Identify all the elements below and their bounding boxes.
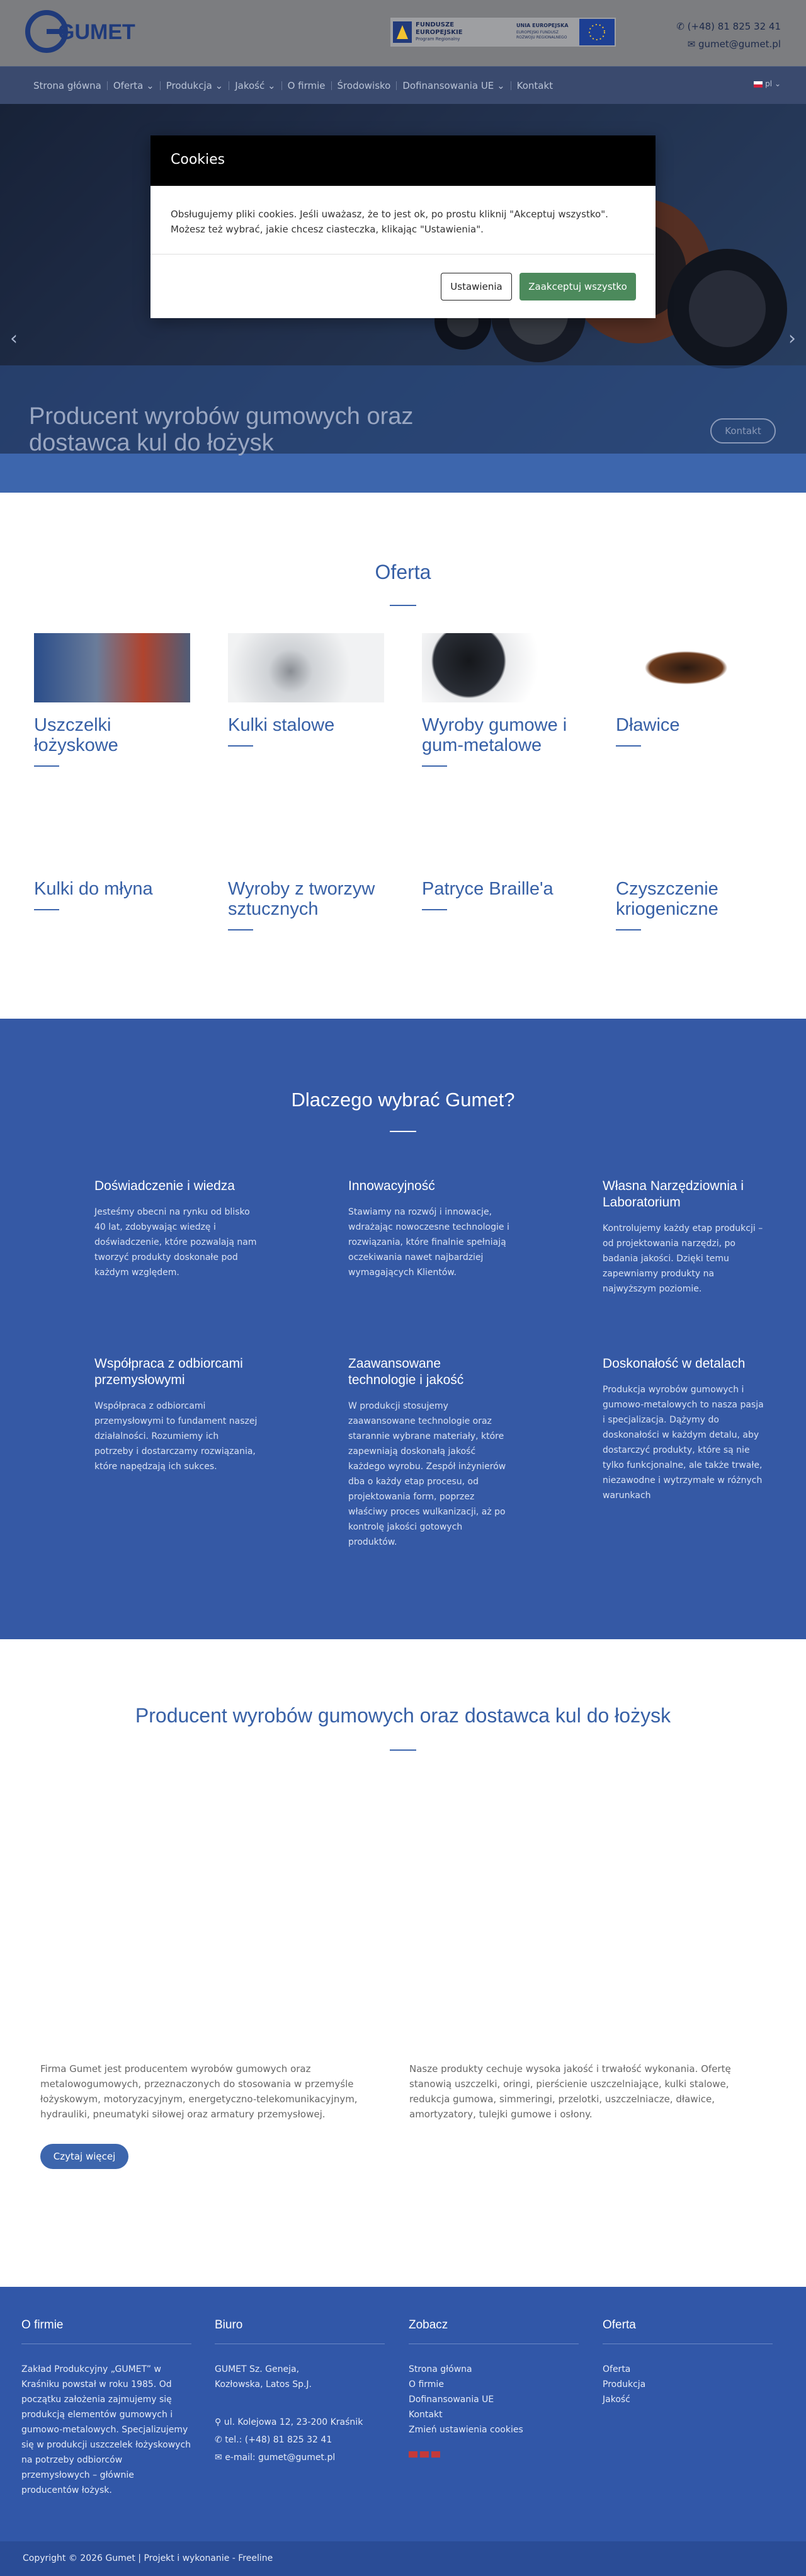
why-section-title: Dlaczego wybrać Gumet?: [291, 1089, 515, 1111]
footer-about: [21, 2318, 191, 2498]
producer-text-left: Firma Gumet jest producentem wyrobów gumowych oraz metalowogumowych, przeznaczonych do stosowania w przemyśle łożyskowym, motoryzacyjnym, energetyczno-telekomunikacyjnym, hydrauliki, pneumatyki siłowej oraz armatury przemysłowej.: [40, 2063, 358, 2120]
nav-item-about[interactable]: O firmie: [282, 81, 332, 90]
producer-section-title: Producent wyrobów gumowych oraz dostawca kul do łożysk: [135, 1704, 671, 1727]
nav-item-offer[interactable]: Oferta ⌄: [108, 81, 161, 90]
offer-image: [34, 633, 190, 702]
footer-office-title: Biuro: [215, 2318, 243, 2332]
why-item: [603, 1356, 766, 1503]
footer-link-offer[interactable]: Oferta: [603, 2364, 631, 2374]
offer-title: Wyroby gumowe i gum-metalowe: [422, 715, 567, 755]
why-item-title: Własna Narzędziownia i Laboratorium: [603, 1179, 744, 1210]
offer-card[interactable]: [228, 879, 384, 930]
footer-link-eu-funding[interactable]: Dofinansowania UE: [409, 2395, 494, 2405]
offer-image: [228, 633, 384, 702]
why-item-text: Współpraca z odbiorcami przemysłowymi to fundament naszej działalności. Rozumiemy ich potrzeby i dostarczamy rozwiązania, które napędzają ich sukces.: [94, 1401, 258, 1472]
location-pin-icon: ⚲: [215, 2417, 224, 2427]
nav-item-home[interactable]: Strona główna: [28, 81, 108, 90]
nav-item-quality[interactable]: Jakość ⌄: [229, 81, 281, 90]
top-phone[interactable]: ✆ (+48) 81 825 32 41: [676, 21, 781, 32]
offer-section-title: Oferta: [375, 561, 431, 583]
footer-link-cookie-settings[interactable]: Zmień ustawienia cookies: [409, 2425, 523, 2435]
offer-card[interactable]: [228, 633, 384, 747]
offer-title: Kulki do młyna: [34, 879, 153, 899]
svg-text:GUMET: GUMET: [58, 20, 135, 44]
why-item-text: Kontrolujemy każdy etap produkcji – od projektowania narzędzi, po badania jakości. Dzięki temu zapewniamy produkty na najwyższym poziomie.: [603, 1223, 763, 1294]
hero-contact-button[interactable]: Kontakt: [710, 418, 776, 444]
offer-card[interactable]: [616, 633, 772, 747]
why-item: [94, 1178, 258, 1280]
why-item-text: Stawiamy na rozwój i innowacje, wdrażając nowoczesne technologie i rozwiązania, które finalnie spełniają oczekiwania nawet najbardziej wymagających Klientów.: [348, 1207, 509, 1278]
poland-flag-icon: [754, 81, 763, 88]
footer-link-quality[interactable]: Jakość: [603, 2395, 630, 2405]
top-contact: [661, 18, 781, 53]
footer-link-home[interactable]: Strona główna: [409, 2364, 472, 2374]
divider: [228, 929, 253, 930]
footer-phone[interactable]: ✆ tel.: (+48) 81 825 32 41: [215, 2435, 332, 2445]
nav-item-environment[interactable]: Środowisko: [332, 81, 397, 90]
cookie-settings-button[interactable]: Ustawienia: [441, 273, 512, 301]
offer-card[interactable]: [34, 633, 190, 767]
chevron-down-icon: ⌄: [146, 80, 154, 91]
divider: [228, 745, 253, 747]
language-switcher[interactable]: pl ⌄: [754, 79, 781, 88]
chevron-down-icon: ⌄: [497, 80, 505, 91]
why-item: [348, 1356, 512, 1550]
footer-link-about[interactable]: O firmie: [409, 2379, 444, 2390]
offer-card[interactable]: [422, 879, 578, 910]
gumet-logo[interactable]: [25, 9, 141, 54]
top-header: [0, 0, 806, 66]
offer-title: Patryce Braille'a: [422, 879, 553, 899]
offer-title: Wyroby z tworzyw sztucznych: [228, 879, 375, 919]
offer-card[interactable]: [616, 879, 772, 930]
why-item-title: Współpraca z odbiorcami przemysłowymi: [94, 1356, 243, 1387]
slider-prev-icon[interactable]: ‹: [10, 328, 18, 350]
why-item: [603, 1178, 766, 1297]
top-email[interactable]: ✉ gumet@gumet.pl: [687, 38, 781, 50]
hero-title: Producent wyrobów gumowych oraz dostawca kul do łożysk: [29, 403, 414, 456]
footer-offer-title: Oferta: [603, 2318, 636, 2332]
eu-funding-logos: [390, 18, 616, 47]
nav-item-production[interactable]: Produkcja ⌄: [161, 81, 229, 90]
logo-icon: [420, 2451, 429, 2458]
divider: [390, 605, 416, 606]
footer-office: [215, 2318, 385, 2465]
phone-icon: ✆: [215, 2435, 225, 2445]
why-item-text: Produkcja wyrobów gumowych i gumowo-metalowych to nasza pasja i specjalizacja. Dążymy do doskonałości w każdym detalu, aby dostarczyć produkty, które są nie tylko funkcjonalne, ale także trwałe, niezawodne i wytrzymałe w różnych warunkach: [603, 1385, 764, 1501]
nav-item-contact[interactable]: Kontakt: [516, 80, 553, 91]
chevron-down-icon: ⌄: [215, 80, 224, 91]
offer-title: Kulki stalowe: [228, 715, 335, 735]
why-item-title: Innowacyjność: [348, 1179, 435, 1193]
footer-link-production[interactable]: Produkcja: [603, 2379, 646, 2390]
why-item: [348, 1178, 512, 1280]
divider: [34, 765, 59, 767]
why-item: [94, 1356, 258, 1474]
offer-card[interactable]: [34, 879, 190, 910]
divider: [390, 1131, 416, 1132]
why-item-title: Doskonałość w detalach: [603, 1356, 746, 1371]
eu-union-sub: EUROPEJSKI FUNDUSZ ROZWOJU REGIONALNEGO: [516, 30, 567, 40]
logo-icon: [409, 2451, 417, 2458]
offer-title: Dławice: [616, 715, 680, 735]
offer-title: Czyszczenie kriogeniczne: [616, 879, 718, 919]
footer-about-text: Zakład Produkcyjny „GUMET” w Kraśniku powstał w roku 1985. Od początku założenia zajmujemy się produkcją elementów gumowych i gumowo-metalowych. Specjalizujemy się w produkcji uszczelek łożyskowych na potrzeby odbiorców przemysłowych – głównie producentów łożysk.: [21, 2364, 191, 2495]
footer-small-logos: [409, 2451, 579, 2458]
cookie-message: Obsługujemy pliki cookies. Jeśli uważasz, że to jest ok, po prostu kliknij "Akceptuj wszystko". Możesz też wybrać, jakie chcesz ciasteczka, klikając "Ustawienia".: [171, 209, 608, 235]
nav-item-eu-funding[interactable]: Dofinansowania UE ⌄: [397, 81, 511, 90]
eu-union-label: UNIA EUROPEJSKA: [516, 23, 569, 28]
offer-image: [422, 633, 578, 702]
footer-offer: [603, 2318, 773, 2407]
offer-card[interactable]: [422, 633, 578, 767]
divider: [150, 254, 656, 255]
footer-email[interactable]: ✉ e-mail: gumet@gumet.pl: [215, 2453, 336, 2463]
offer-image: [616, 633, 772, 702]
divider: [422, 765, 447, 767]
read-more-button[interactable]: Czytaj więcej: [40, 2144, 128, 2169]
footer-link-contact[interactable]: Kontakt: [409, 2410, 443, 2420]
divider: [390, 1749, 416, 1751]
divider: [422, 909, 447, 910]
envelope-icon: ✉: [687, 38, 699, 50]
why-item-title: Doświadczenie i wiedza: [94, 1179, 235, 1193]
chevron-down-icon: ⌄: [268, 80, 276, 91]
eu-funds-icon: [392, 20, 413, 44]
divider: [616, 929, 641, 930]
divider: [34, 909, 59, 910]
envelope-icon: ✉: [215, 2453, 225, 2463]
cookie-modal: [150, 135, 656, 318]
why-item-text: W produkcji stosujemy zaawansowane technologie oraz starannie wybrane materiały, które zapewniają doskonałą jakość każdego wyrobu. Zespół inżynierów dba o każdy etap procesu, od projektowania form, poprzez właściwy proces wulkanizacji, aż po kontrolę jakości gotowych produktów.: [348, 1401, 506, 1547]
eu-funds-sub: Program Regionalny: [416, 37, 460, 42]
copyright-text: Copyright © 2026 Gumet | Projekt i wykonanie - Freeline: [23, 2553, 273, 2563]
footer-about-title: O firmie: [21, 2318, 64, 2332]
chevron-down-icon: ⌄: [774, 79, 781, 88]
producer-text-right: Nasze produkty cechuje wysoka jakość i trwałość wykonania. Ofertę stanowią uszczelki, oringi, pierścienie uszczelniające, kulki stalowe, redukcja gumowa, simmeringi, przelotki, uszczelniacze, dławice, amortyzatory, tulejki gumowe i osłony.: [409, 2063, 731, 2120]
footer-address: ⚲ ul. Kolejowa 12, 23-200 Kraśnik: [215, 2417, 363, 2427]
divider: [616, 745, 641, 747]
footer-see: [409, 2318, 579, 2458]
phone-icon: ✆: [676, 21, 688, 32]
cookie-accept-button[interactable]: Zaakceptuj wszystko: [519, 273, 636, 301]
main-nav: [0, 66, 806, 104]
eu-funds-label: FUNDUSZE EUROPEJSKIE: [416, 21, 463, 36]
logo-icon: [431, 2451, 440, 2458]
cookie-title: Cookies: [150, 135, 656, 186]
eu-flag-icon: [579, 19, 615, 45]
footer-see-title: Zobacz: [409, 2318, 448, 2332]
why-item-title: Zaawansowane technologie i jakość: [348, 1356, 464, 1387]
why-item-text: Jesteśmy obecni na rynku od blisko 40 lat, zdobywając wiedzę i doświadczenie, które pozwalają nam tworzyć produkty doskonałe pod każdym względem.: [94, 1207, 257, 1278]
slider-next-icon[interactable]: ›: [788, 328, 796, 350]
footer-company: GUMET Sz. Geneja, Kozłowska, Latos Sp.J.: [215, 2364, 312, 2390]
offer-title: Uszczelki łożyskowe: [34, 715, 118, 755]
hero-bottom-bar: [0, 454, 806, 493]
